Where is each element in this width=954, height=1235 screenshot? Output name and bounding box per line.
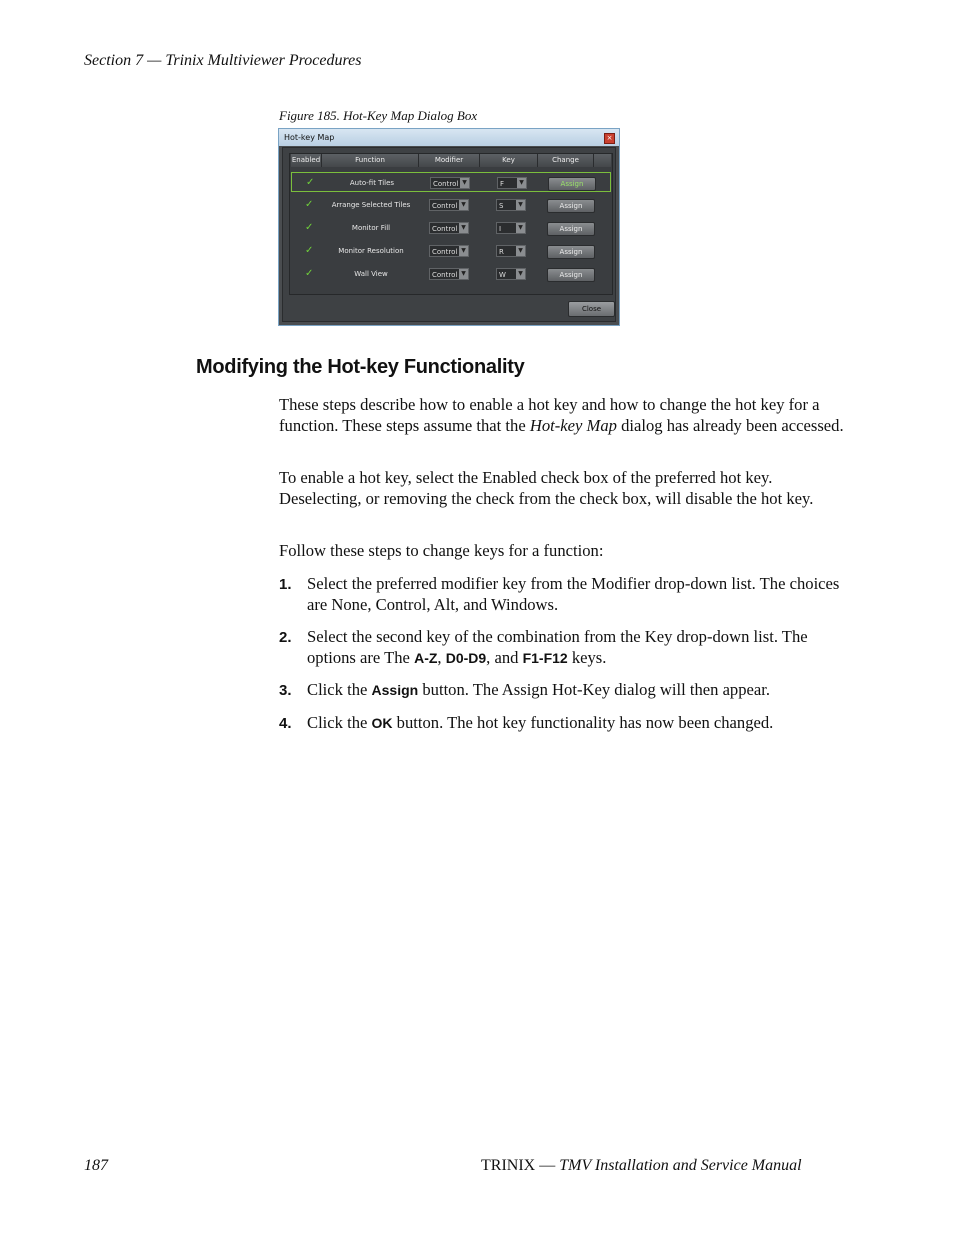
- close-icon[interactable]: ×: [604, 133, 615, 144]
- column-header-modifier: Modifier: [419, 154, 480, 167]
- checkmark-icon[interactable]: ✓: [306, 177, 315, 188]
- chevron-down-icon: ▼: [516, 223, 525, 233]
- modifier-dropdown[interactable]: Control ▼: [429, 245, 469, 257]
- close-button[interactable]: Close: [568, 301, 615, 317]
- modifier-dropdown[interactable]: Control ▼: [430, 177, 470, 189]
- step-number: 2.: [279, 629, 292, 646]
- function-label: Auto-fit Tiles: [349, 179, 395, 187]
- step-text: Click the OK button. The hot key functionality has now been changed.: [307, 713, 774, 732]
- column-header-enabled: Enabled: [291, 154, 322, 167]
- column-header-filler: [594, 154, 611, 167]
- chevron-down-icon: ▼: [460, 178, 469, 188]
- key-dropdown[interactable]: R ▼: [496, 245, 526, 257]
- checkmark-icon[interactable]: ✓: [305, 268, 314, 279]
- hot-key-map-dialog: [278, 128, 620, 326]
- modifier-dropdown[interactable]: Control ▼: [429, 268, 469, 280]
- key-dropdown[interactable]: W ▼: [496, 268, 526, 280]
- chevron-down-icon: ▼: [459, 269, 468, 279]
- column-header-function: Function: [322, 154, 419, 167]
- hotkey-grid: [289, 153, 613, 295]
- modifier-dropdown[interactable]: Control ▼: [429, 199, 469, 211]
- assign-button[interactable]: Assign: [547, 222, 595, 236]
- step-text: Select the preferred modifier key from the Modifier drop-down list. The choices are None, Control, Alt, and Windows.: [307, 574, 840, 614]
- checkmark-icon[interactable]: ✓: [305, 199, 314, 210]
- modifier-dropdown[interactable]: Control ▼: [429, 222, 469, 234]
- assign-button[interactable]: Assign: [548, 177, 596, 191]
- section-heading: Modifying the Hot-key Functionality: [196, 356, 525, 378]
- chevron-down-icon: ▼: [516, 200, 525, 210]
- dialog-title: Hot-key Map: [279, 129, 619, 146]
- key-dropdown[interactable]: I ▼: [496, 222, 526, 234]
- checkmark-icon[interactable]: ✓: [305, 222, 314, 233]
- step-text: Select the second key of the combination from the Key drop-down list. The options are The A-Z, D0-D9, and F1-F12 keys.: [307, 627, 808, 667]
- key-dropdown[interactable]: S ▼: [496, 199, 526, 211]
- chevron-down-icon: ▼: [459, 200, 468, 210]
- chevron-down-icon: ▼: [516, 246, 525, 256]
- paragraph-intro: These steps describe how to enable a hot key and how to change the hot key for a function. These steps assume that the Hot-key Map dialog has already been accessed.: [279, 395, 844, 435]
- function-label: Monitor Fill: [351, 224, 391, 232]
- function-label: Arrange Selected Tiles: [331, 201, 411, 209]
- figure-caption: Figure 185. Hot-Key Map Dialog Box: [279, 108, 478, 123]
- paragraph-enable: To enable a hot key, select the Enabled check box of the preferred hot key. Deselecting, or removing the check from the check box, will disable the hot key.: [279, 468, 814, 508]
- chevron-down-icon: ▼: [517, 178, 526, 188]
- column-header-change: Change: [538, 154, 594, 167]
- chevron-down-icon: ▼: [459, 223, 468, 233]
- running-head: Section 7 — Trinix Multiviewer Procedures: [84, 52, 362, 69]
- function-label: Wall View: [354, 270, 388, 278]
- step-number: 4.: [279, 715, 292, 732]
- assign-button[interactable]: Assign: [547, 245, 595, 259]
- step-number: 1.: [279, 576, 292, 593]
- dialog-body: [282, 147, 616, 322]
- step-text: Click the Assign button. The Assign Hot-Key dialog will then appear.: [307, 680, 771, 699]
- footer-title: TRINIX — TMV Installation and Service Manual: [481, 1157, 802, 1174]
- checkmark-icon[interactable]: ✓: [305, 245, 314, 256]
- assign-button[interactable]: Assign: [547, 199, 595, 213]
- chevron-down-icon: ▼: [459, 246, 468, 256]
- step-number: 3.: [279, 682, 292, 699]
- paragraph-follow: Follow these steps to change keys for a function:: [279, 541, 604, 560]
- table-row[interactable]: [291, 264, 611, 284]
- function-label: Monitor Resolution: [338, 247, 404, 255]
- assign-button[interactable]: Assign: [547, 268, 595, 282]
- table-row[interactable]: [291, 218, 611, 238]
- chevron-down-icon: ▼: [516, 269, 525, 279]
- table-row[interactable]: [291, 195, 611, 215]
- key-dropdown[interactable]: F ▼: [497, 177, 527, 189]
- page-number: 187: [84, 1157, 108, 1174]
- column-header-key: Key: [480, 154, 538, 167]
- table-row[interactable]: [291, 172, 611, 192]
- table-row[interactable]: [291, 241, 611, 261]
